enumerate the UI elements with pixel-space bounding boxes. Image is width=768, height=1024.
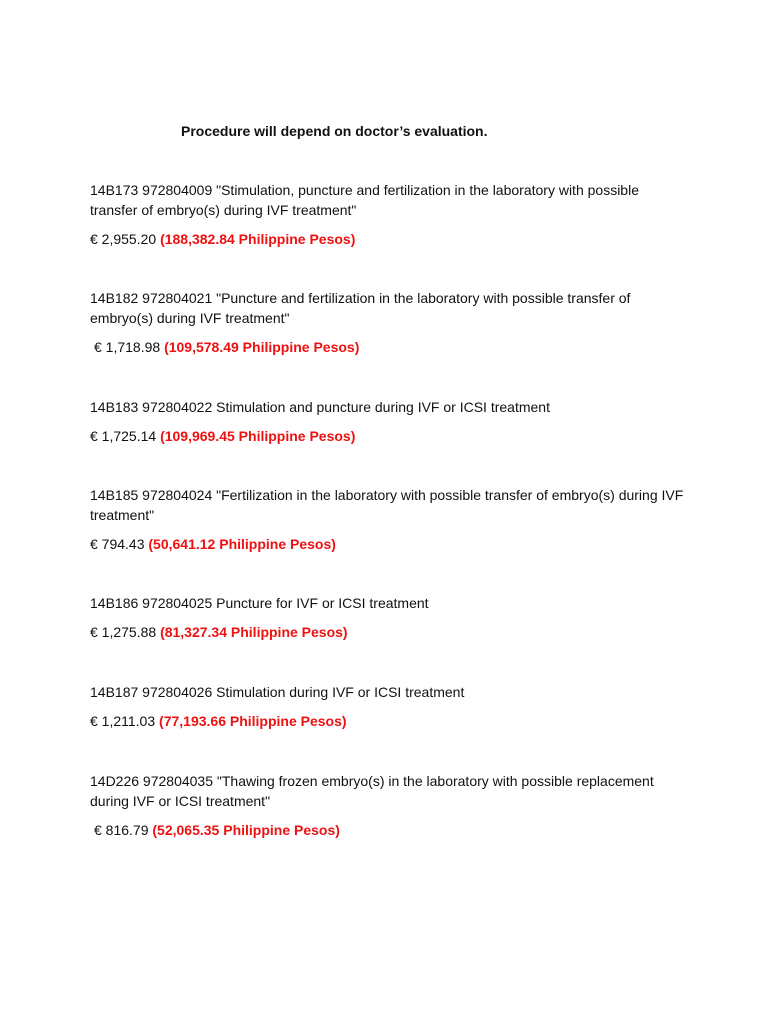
euro-price: € 1,275.88: [90, 624, 157, 640]
procedure-price: [90, 229, 690, 249]
procedure-price: [90, 337, 690, 357]
peso-price: (50,641.12 Philippine Pesos): [148, 536, 336, 552]
euro-price: € 816.79: [94, 822, 149, 838]
procedure-description: 14B183 972804022 Stimulation and puncture during IVF or ICSI treatment: [90, 399, 550, 415]
procedure-description: 14B185 972804024 "Fertilization in the laboratory with possible transfer of embryo(s) during IVF treatment": [90, 487, 684, 523]
euro-price: € 1,725.14: [90, 428, 157, 444]
procedure-description: 14B182 972804021 "Puncture and fertilization in the laboratory with possible transfer of embryo(s) during IVF treatment": [90, 290, 631, 326]
euro-price: € 794.43: [90, 536, 145, 552]
procedure-entry: [90, 288, 690, 357]
euro-price: € 1,718.98: [94, 339, 161, 355]
euro-price: € 2,955.20: [90, 231, 157, 247]
procedure-price: [90, 534, 690, 554]
procedure-description: 14B173 972804009 "Stimulation, puncture and fertilization in the laboratory with possible transfer of embryo(s) during IVF treatment": [90, 182, 639, 218]
procedure-price: [90, 622, 690, 642]
peso-price: (109,969.45 Philippine Pesos): [160, 428, 356, 444]
procedure-description: 14D226 972804035 "Thawing frozen embryo(s) in the laboratory with possible replacement during IVF or ICSI treatment": [90, 773, 654, 809]
procedure-entry: [90, 593, 690, 642]
procedure-price: [90, 820, 690, 840]
procedure-entry: [90, 397, 690, 446]
peso-price: (188,382.84 Philippine Pesos): [160, 231, 356, 247]
procedure-entry: [90, 771, 690, 840]
procedure-price: [90, 426, 690, 446]
procedure-description: 14B186 972804025 Puncture for IVF or ICSI treatment: [90, 595, 429, 611]
peso-price: (109,578.49 Philippine Pesos): [164, 339, 360, 355]
peso-price: (81,327.34 Philippine Pesos): [160, 624, 348, 640]
procedure-entry: [90, 180, 690, 249]
procedure-entry: [90, 485, 690, 554]
procedure-entry: [90, 682, 690, 731]
euro-price: € 1,211.03: [90, 713, 156, 729]
peso-price: (77,193.66 Philippine Pesos): [159, 713, 347, 729]
peso-price: (52,065.35 Philippine Pesos): [152, 822, 340, 838]
procedure-description: 14B187 972804026 Stimulation during IVF or ICSI treatment: [90, 684, 465, 700]
procedure-price: [90, 711, 690, 731]
page-heading: Procedure will depend on doctor’s evaluation.: [181, 123, 488, 139]
